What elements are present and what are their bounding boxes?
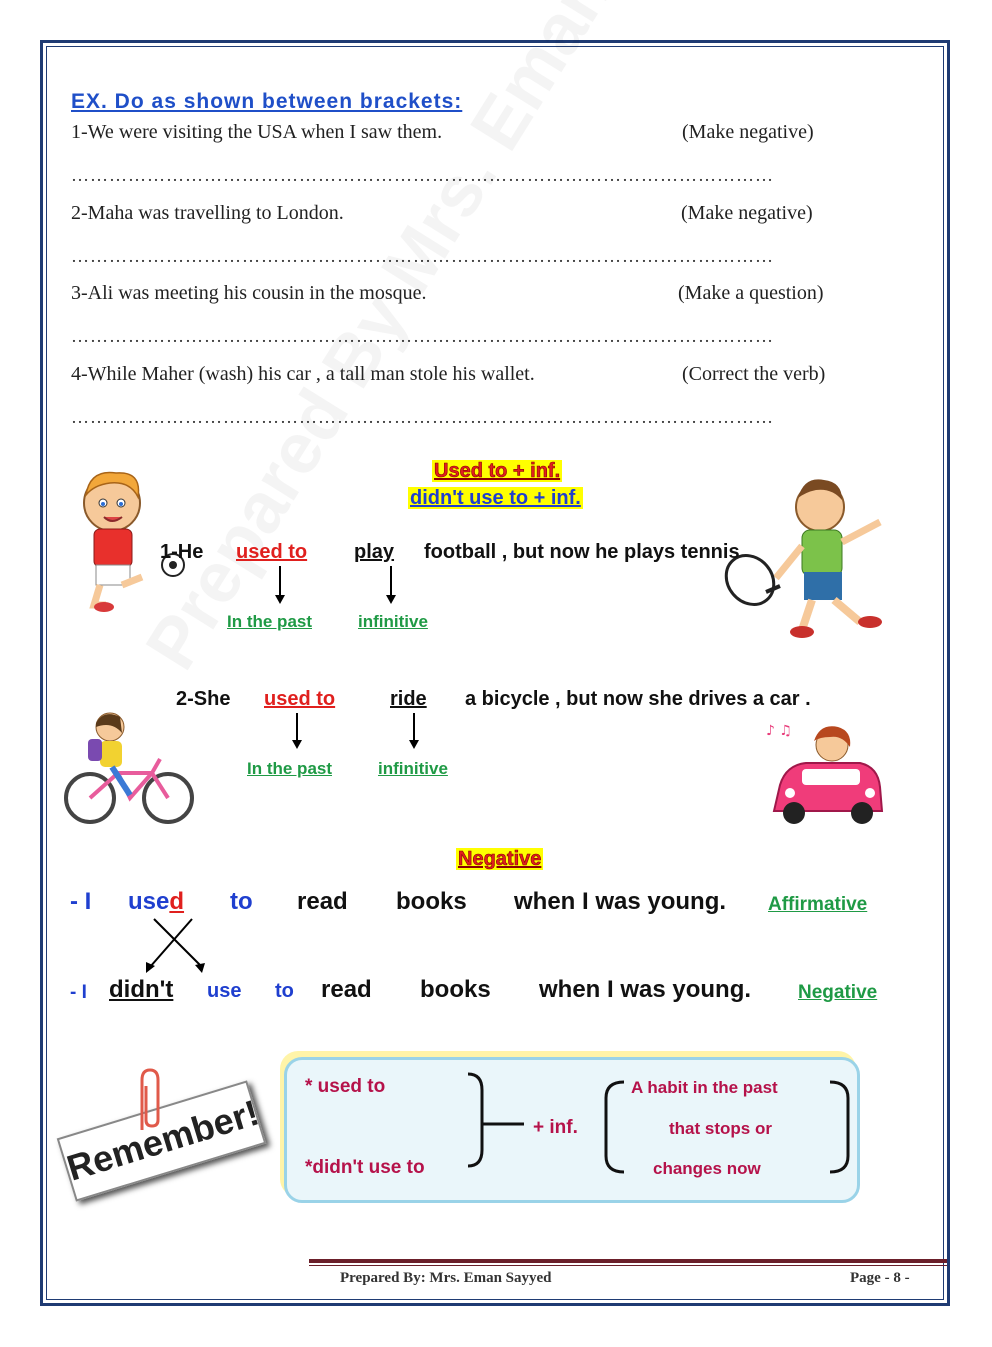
aff-rest: when I was young.	[514, 888, 727, 915]
man-tennis-illustration	[720, 462, 900, 642]
question-2: 2-Maha was travelling to London.	[71, 202, 344, 224]
example2-number: 2-She	[176, 688, 231, 710]
example1-rest: football , but now he plays tennis	[424, 541, 740, 563]
neg-use: use	[207, 980, 242, 1002]
cross-arrows	[138, 915, 218, 977]
box-bracket	[464, 1070, 528, 1170]
instruction-2: (Make negative)	[681, 202, 813, 224]
negative-label: Negative	[798, 982, 878, 1003]
arrow-head-inf-2	[409, 740, 419, 749]
box-used-to: * used to	[305, 1076, 386, 1097]
rule-didnt-use-to: didn't use to + inf.	[410, 487, 581, 509]
instruction-3: (Make a question)	[678, 282, 824, 304]
neg-dash-i: - I	[70, 982, 87, 1003]
answer-line-4[interactable]: …………………………………………………………………………………………………	[71, 407, 774, 427]
example1-label-past: In the past	[227, 612, 313, 631]
neg-books: books	[420, 976, 491, 1003]
exercise-title: EX. Do as shown between brackets:	[71, 90, 463, 113]
example1-verb: play	[354, 541, 395, 563]
box-habit-1: A habit in the past	[631, 1078, 778, 1097]
arrow-inf-2	[413, 713, 415, 741]
example1-number: 1-He	[160, 541, 204, 563]
example2-rest: a bicycle , but now she drives a car .	[465, 688, 811, 710]
neg-to: to	[275, 980, 294, 1002]
arrow-inf-1	[390, 566, 392, 596]
example2-verb: ride	[390, 688, 427, 710]
neg-didnt: didn't	[109, 976, 174, 1003]
footer-prepared-by: Prepared By: Mrs. Eman Sayyed	[340, 1270, 552, 1286]
example2-label-infinitive: infinitive	[378, 759, 448, 778]
paperclip-icon	[132, 1066, 166, 1136]
arrow-head-past-2	[292, 740, 302, 749]
aff-to: to	[230, 888, 253, 915]
example1-used-to: used to	[236, 541, 308, 563]
neg-read: read	[321, 976, 372, 1003]
footer-page-number: Page - 8 -	[850, 1270, 910, 1286]
box-left-bracket	[600, 1080, 628, 1174]
negative-heading: Negative	[458, 848, 542, 870]
rule-used-to: Used to + inf.	[434, 460, 561, 482]
svg-text:♪ ♫: ♪ ♫	[766, 723, 792, 739]
instruction-4: (Correct the verb)	[682, 363, 826, 385]
question-3: 3-Ali was meeting his cousin in the mosque.	[71, 282, 427, 304]
answer-line-3[interactable]: …………………………………………………………………………………………………	[71, 326, 774, 346]
footer-rule-thick	[309, 1259, 947, 1263]
box-habit-2: that stops or	[669, 1119, 772, 1138]
arrow-past-2	[296, 713, 298, 741]
aff-books: books	[396, 888, 467, 915]
girl-car-illustration	[762, 715, 887, 830]
box-right-bracket	[826, 1080, 854, 1174]
instruction-1: (Make negative)	[682, 121, 814, 143]
remember-text: Remember!	[62, 1091, 264, 1189]
affirmative-label: Affirmative	[768, 894, 868, 915]
example1-label-infinitive: infinitive	[358, 612, 428, 631]
arrow-head-inf-1	[386, 595, 396, 604]
example2-used-to: used to	[264, 688, 336, 710]
aff-used: used	[128, 888, 185, 915]
footer-rule-thin	[309, 1265, 947, 1266]
question-1: 1-We were visiting the USA when I saw them.	[71, 121, 443, 143]
girl-bicycle-illustration	[60, 703, 200, 828]
box-plus-inf: + inf.	[533, 1117, 578, 1138]
aff-read: read	[297, 888, 348, 915]
answer-line-2[interactable]: …………………………………………………………………………………………………	[71, 246, 774, 266]
example2-label-past: In the past	[247, 759, 333, 778]
arrow-head-past-1	[275, 595, 285, 604]
box-didnt-use-to: *didn't use to	[305, 1157, 425, 1178]
aff-dash-i: - I	[70, 888, 92, 915]
box-habit-3: changes now	[653, 1159, 761, 1178]
question-4: 4-While Maher (wash) his car , a tall man stole his wallet.	[71, 363, 535, 385]
boy-football-illustration	[70, 465, 185, 615]
neg-rest: when I was young.	[539, 976, 752, 1003]
answer-line-1[interactable]: …………………………………………………………………………………………………	[71, 165, 774, 185]
arrow-past-1	[279, 566, 281, 596]
